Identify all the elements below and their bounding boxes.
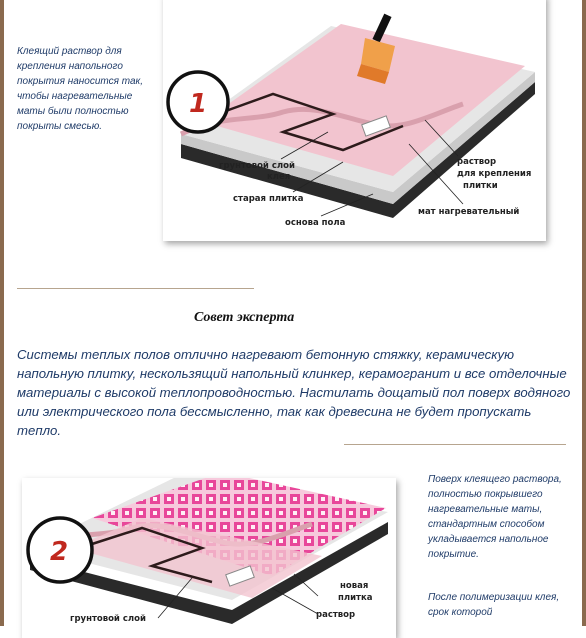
expert-tip-heading: Совет эксперта <box>194 310 295 325</box>
figure-2-caption: Поверх клеящего раствора, полностью покрывшего нагревательные маты, стандартным способом укладывается напольное покрытие. <box>428 474 562 560</box>
fig2-label-new-tile-1: новая <box>340 581 369 591</box>
fig1-label-floor-base: основа пола <box>285 218 346 228</box>
divider-bottom <box>344 444 566 445</box>
left-frame-border <box>0 0 4 626</box>
figure-2-illustration <box>22 478 396 638</box>
figure-1-caption: Клеящий раствор для крепления напольного покрытия наносится так, чтобы нагревательные маты были полностью покрыты смесью. <box>17 46 144 132</box>
fig1-label-mortar-3: плитки <box>463 181 498 191</box>
fig2-label-mortar: раствор <box>316 610 356 620</box>
fig2-label-primer: грунтовой слой <box>70 614 146 624</box>
divider-top <box>17 288 254 289</box>
fig1-label-primer-2: клея <box>267 172 291 182</box>
fig1-label-primer-1: грунтовой слой <box>219 161 295 171</box>
figure-2-diagram <box>22 478 396 638</box>
fig1-label-mortar-2: для крепления <box>457 169 532 179</box>
fig1-number: 1 <box>189 89 208 119</box>
fig2-number: 2 <box>50 537 69 567</box>
right-frame-border <box>582 0 586 626</box>
fig1-label-mortar-1: раствор <box>457 157 497 167</box>
fig1-label-old-tile: старая плитка <box>233 194 304 204</box>
expert-tip-text: Системы теплых полов отлично нагревают бетонную стяжку, керамическую напольную плитку, нескользящий напольный клинкер, керамогранит и все отделочные материалы с высокой теплопроводностью. Настилать дощатый пол поверх водяного или электрического пола бессмысленно, так как древесина не будет пропускать тепло. <box>17 347 571 438</box>
figure-2-caption-continued: После полимеризации клея, срок которой <box>428 592 560 618</box>
fig2-label-new-tile-2: плитка <box>338 593 373 603</box>
figure-1-diagram <box>163 0 546 241</box>
fig1-label-heating-mat: мат нагревательный <box>418 207 520 217</box>
figure-1-illustration <box>163 0 546 241</box>
